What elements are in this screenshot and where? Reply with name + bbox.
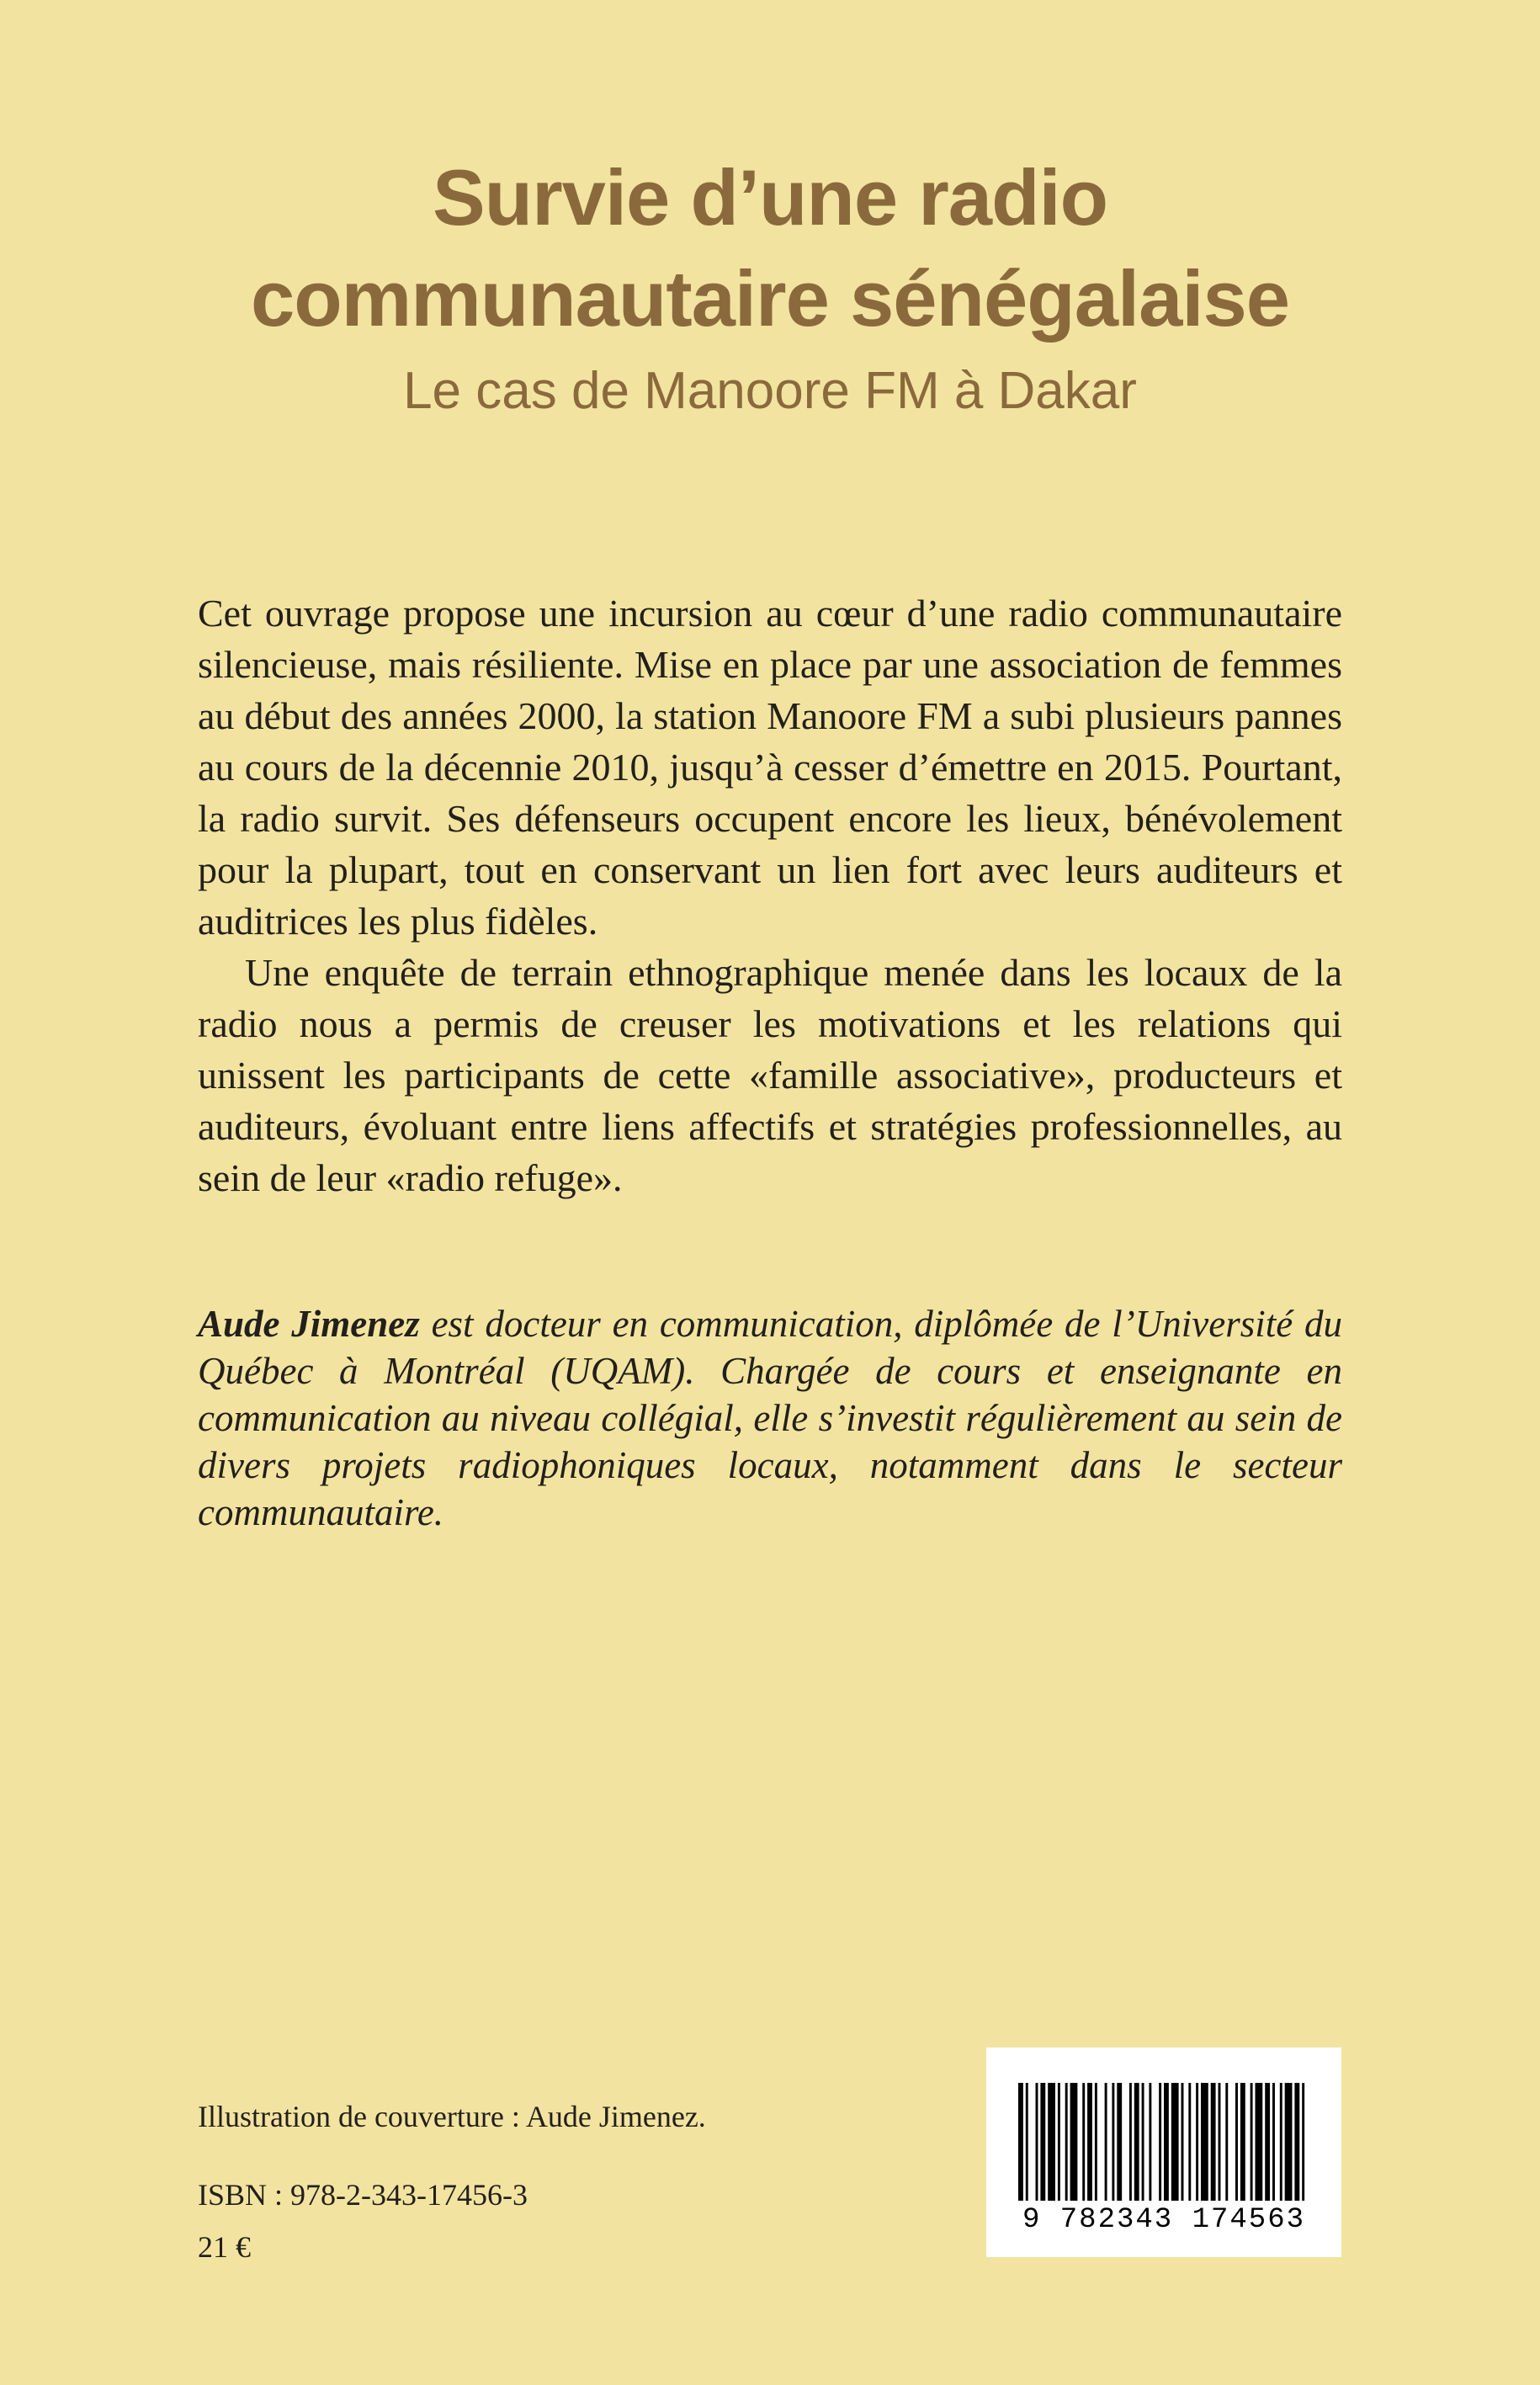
book-subtitle: Le cas de Manoore FM à Dakar <box>403 362 1137 420</box>
barcode-digits: 9 782343 174563 <box>1022 2204 1306 2236</box>
title-line-2: communautaire sénégalaise <box>250 254 1290 343</box>
blurb-paragraph-1: Cet ouvrage propose une incursion au cœur d’une radio communautaire silencieuse, mais résiliente. Mise en place par une association de femmes au début des années 2000, la station Manoore FM a subi plusieurs pannes au cours de la décennie 2010, jusqu’à cesser d’émettre en 2015. Pourtant, la radio survit. Ses défenseurs occupent encore les lieux, bénévolement pour la plupart, tout en conservant un lien fort avec leurs auditeurs et auditrices les plus fidèles. <box>198 592 1342 943</box>
price: 21 € <box>198 2230 251 2264</box>
barcode <box>986 2048 1341 2257</box>
author-bio-text: est docteur en communication, diplômée de l’Université du Québec à Montréal (UQAM). Chargée de cours et enseignante en communication au niveau collégial, elle s’investit régulièrement au sein de divers projets radiophoniques locaux, notamment dans le secteur communautaire. <box>198 1303 1342 1533</box>
title-line-1: Survie d’une radio <box>432 153 1108 242</box>
back-cover-blurb <box>198 587 1342 1203</box>
blurb-paragraph-2: Une enquête de terrain ethnographique menée dans les locaux de la radio nous a permis de creuser les motivations et les relations qui unissent les participants de cette «famille associative», producteurs et auditeurs, évoluant entre liens affectifs et stratégies professionnelles, au sein de leur «radio refuge». <box>198 951 1342 1199</box>
author-bio <box>198 1300 1342 1536</box>
illustration-credit: Illustration de couverture : Aude Jimenez. <box>198 2100 706 2133</box>
author-name: Aude Jimenez <box>198 1303 420 1345</box>
barcode-bars-icon <box>1018 2083 1309 2201</box>
book-title <box>0 147 1540 349</box>
isbn: ISBN : 978-2-343-17456-3 <box>198 2178 528 2212</box>
